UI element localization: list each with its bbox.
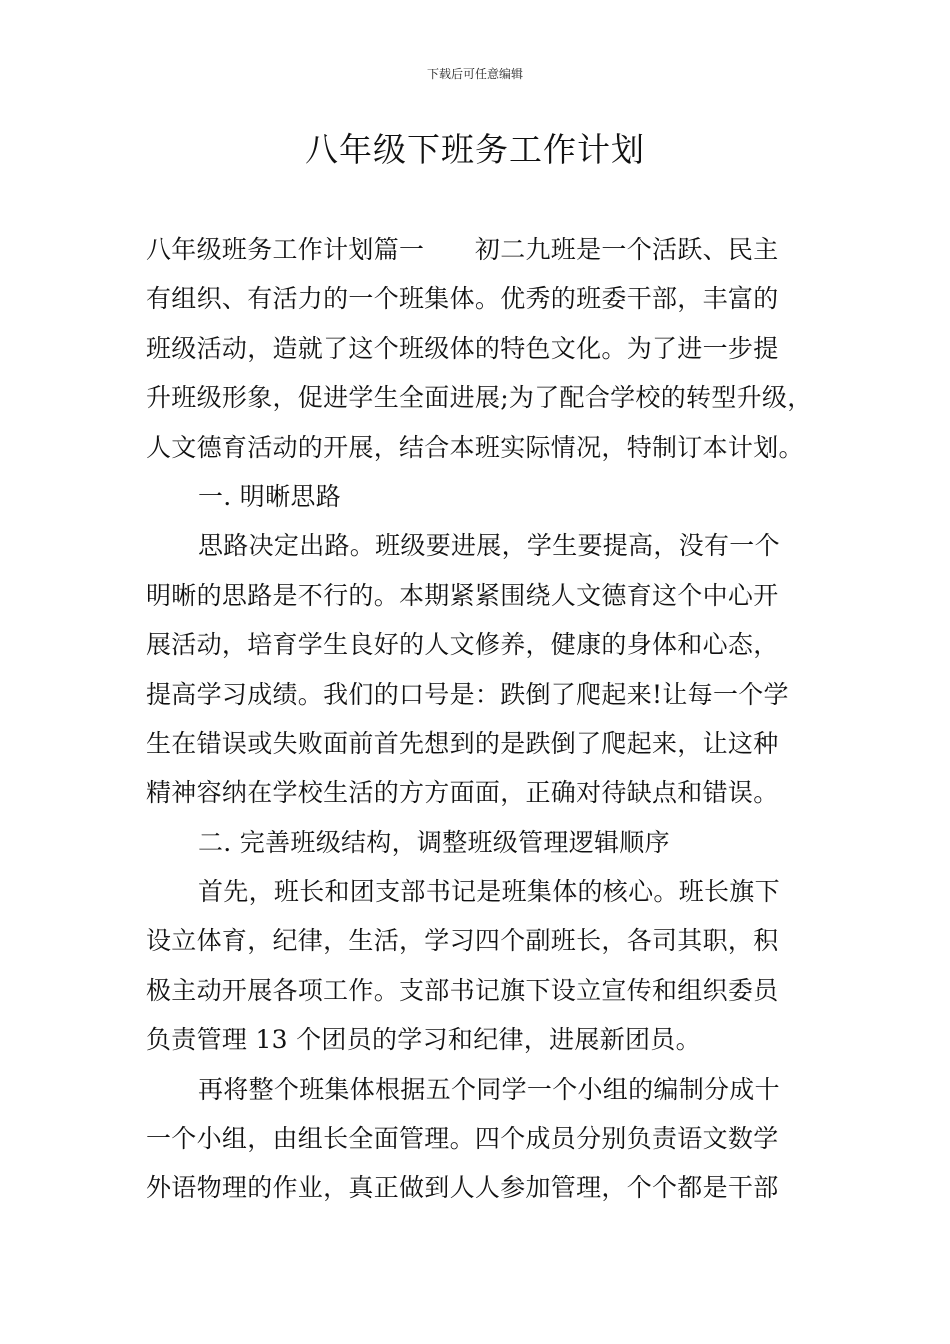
document-title: 八年级下班务工作计划 xyxy=(305,130,645,169)
body-line: 提高学习成绩。我们的口号是：跌倒了爬起来!让每一个学 xyxy=(146,679,789,709)
body-line: 外语物理的作业，真正做到人人参加管理，个个都是干部 xyxy=(146,1173,779,1203)
body-line: 有组织、有活力的一个班集体。优秀的班委干部，丰富的 xyxy=(146,284,779,314)
body-line: 思路决定出路。班级要进展，学生要提高，没有一个 xyxy=(198,531,780,561)
section-heading: 二. 完善班级结构，调整班级管理逻辑顺序 xyxy=(198,827,670,857)
body-line: 八年级班务工作计划篇一 初二九班是一个活跃、民主 xyxy=(146,235,779,264)
body-line: 班级活动，造就了这个班级体的特色文化。为了进一步提 xyxy=(146,333,779,363)
body-line: 极主动开展各项工作。支部书记旗下设立宣传和组织委员 xyxy=(146,975,779,1005)
header-note: 下载后可任意编辑 xyxy=(426,67,523,81)
body-line: 精神容纳在学校生活的方方面面，正确对待缺点和错误。 xyxy=(146,778,779,808)
body-line: 展活动，培育学生良好的人文修养，健康的身体和心态， xyxy=(146,630,779,660)
body-line: 升班级形象，促进学生全面进展;为了配合学校的转型升级， xyxy=(146,383,813,413)
body-line: 人文德育活动的开展，结合本班实际情况，特制订本计划。 xyxy=(146,432,804,462)
body-line: 设立体育，纪律，生活，学习四个副班长，各司其职，积 xyxy=(146,926,779,956)
body-line: 再将整个班集体根据五个同学一个小组的编制分成十 xyxy=(198,1074,780,1104)
body-line: 明晰的思路是不行的。本期紧紧围绕人文德育这个中心开 xyxy=(146,580,779,610)
document-body xyxy=(146,225,813,1213)
body-line: 一个小组，由组长全面管理。四个成员分别负责语文数学 xyxy=(146,1124,779,1154)
body-line: 负责管理 13 个团员的学习和纪律，进展新团员。 xyxy=(146,1025,701,1055)
section-heading: 一. 明晰思路 xyxy=(198,481,341,511)
body-line: 生在错误或失败面前首先想到的是跌倒了爬起来，让这种 xyxy=(146,728,779,758)
body-line: 首先，班长和团支部书记是班集体的核心。班长旗下 xyxy=(198,877,780,907)
